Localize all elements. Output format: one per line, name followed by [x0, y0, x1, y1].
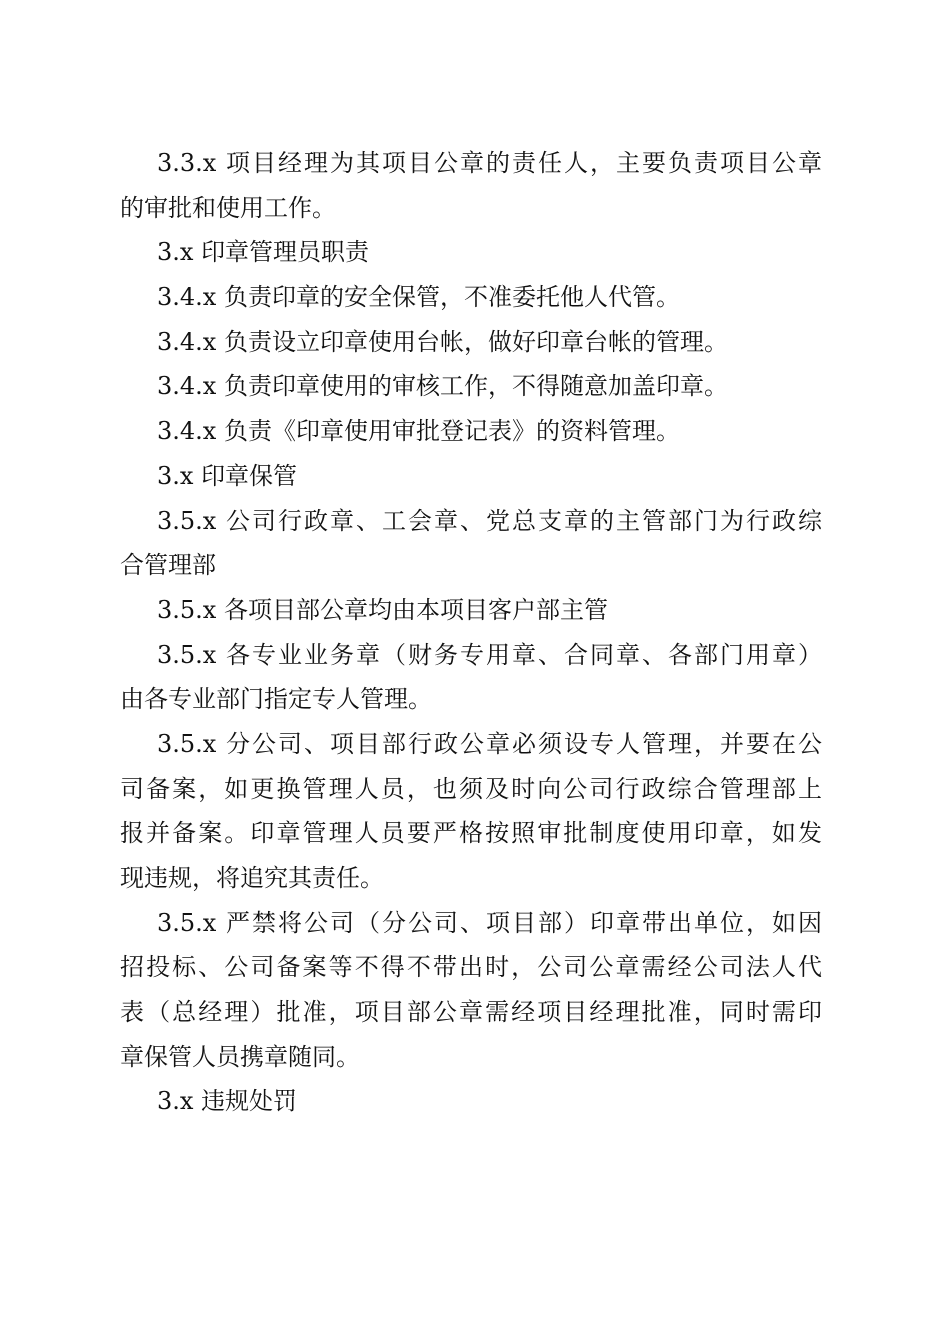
paragraph-line: 现违规，将追究其责任。 — [120, 864, 384, 892]
paragraph-line: 3.5.x 各项目部公章均由本项目客户部主管 — [157, 595, 608, 624]
paragraph — [120, 901, 822, 1080]
paragraph-line: 的审批和使用工作。 — [120, 193, 336, 222]
paragraph-line: 3.x 印章保管 — [157, 461, 298, 490]
paragraph — [120, 722, 822, 901]
paragraph-line: 3.x 违规处罚 — [157, 1087, 298, 1116]
paragraph — [120, 364, 822, 409]
paragraph-line: 由各专业部门指定专人管理。 — [120, 685, 432, 714]
paragraph-line: 表（总经理）批准，项目部公章需经项目经理批准，同时需印 — [120, 998, 822, 1027]
paragraph-line: 3.3.x 项目经理为其项目公章的责任人，主要负责项目公章 — [157, 149, 822, 177]
paragraph-line: 3.5.x 公司行政章、工会章、党总支章的主管部门为行政综 — [157, 506, 822, 535]
paragraph-line: 招投标、公司备案等不得不带出时，公司公章需经公司法人代 — [120, 953, 822, 982]
paragraph — [120, 320, 822, 365]
paragraph-line: 3.5.x 各专业业务章（财务专用章、合同章、各部门用章） — [157, 640, 822, 669]
paragraph-line: 章保管人员携章随同。 — [120, 1042, 360, 1071]
paragraph — [120, 454, 822, 499]
paragraph-line: 3.4.x 负责印章使用的审核工作，不得随意加盖印章。 — [157, 372, 728, 401]
paragraph — [120, 409, 822, 454]
document-body — [120, 141, 822, 1124]
paragraph-line: 3.4.x 负责《印章使用审批登记表》的资料管理。 — [157, 417, 680, 446]
paragraph — [120, 230, 822, 275]
paragraph-line: 报并备案。印章管理人员要严格按照审批制度使用印章，如发 — [120, 819, 822, 848]
paragraph-line: 3.5.x 分公司、项目部行政公章必须设专人管理，并要在公 — [157, 729, 822, 758]
paragraph — [120, 633, 822, 722]
paragraph-line: 3.5.x 严禁将公司（分公司、项目部）印章带出单位，如因 — [157, 908, 822, 937]
paragraph-line: 合管理部 — [120, 551, 216, 580]
paragraph-line: 司备案，如更换管理人员，也须及时向公司行政综合管理部上 — [120, 774, 822, 803]
paragraph — [120, 141, 822, 230]
paragraph — [120, 588, 822, 633]
paragraph — [120, 275, 822, 320]
paragraph-line: 3.x 印章管理员职责 — [157, 238, 370, 267]
paragraph — [120, 499, 822, 588]
paragraph-line: 3.4.x 负责印章的安全保管，不准委托他人代管。 — [157, 283, 680, 312]
paragraph-line: 3.4.x 负责设立印章使用台帐，做好印章台帐的管理。 — [157, 327, 728, 356]
paragraph — [120, 1079, 822, 1124]
